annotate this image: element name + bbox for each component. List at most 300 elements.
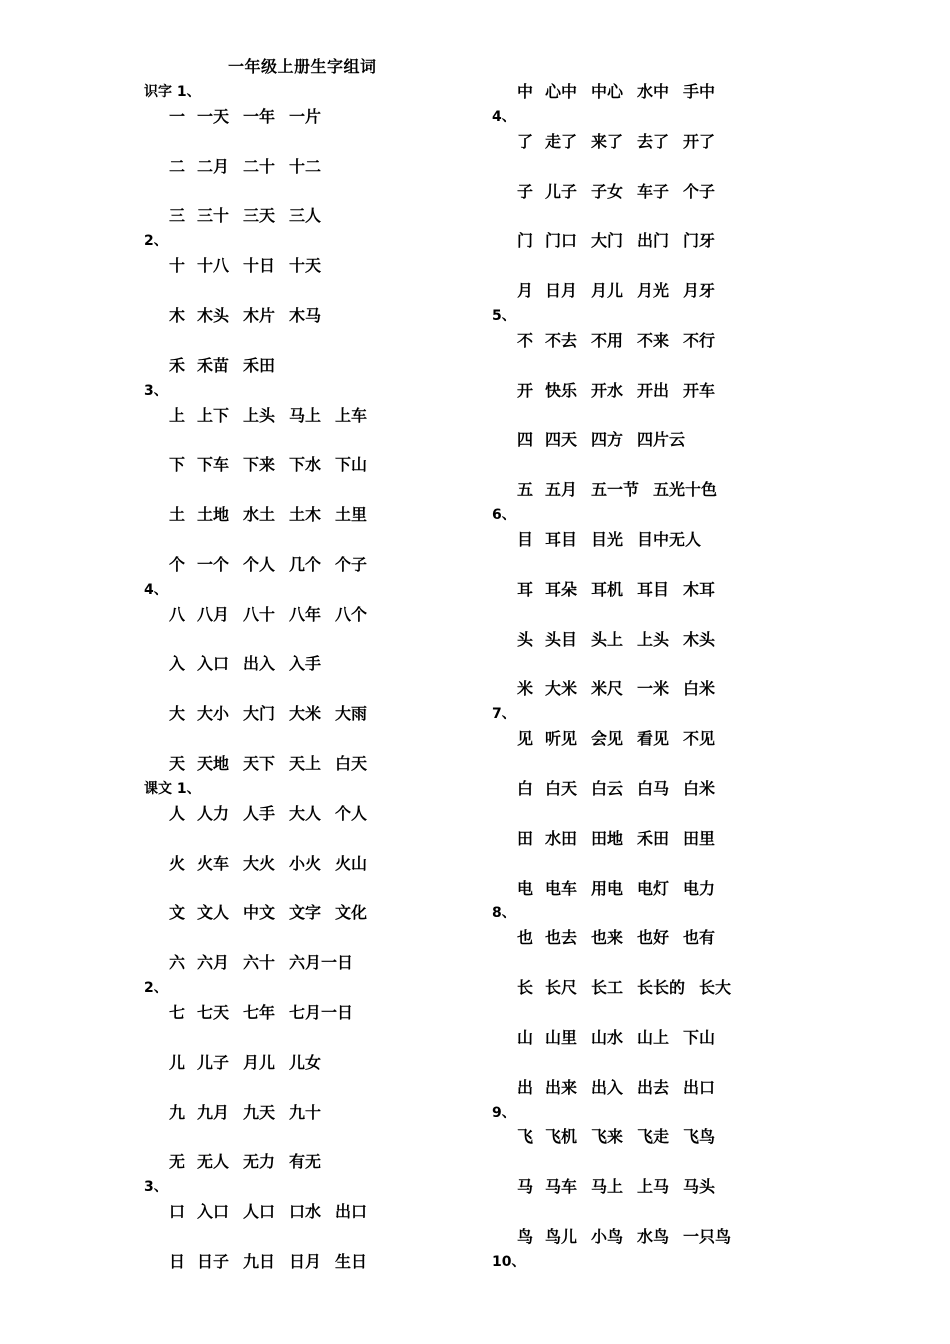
word: 心中: [545, 82, 578, 101]
word: 人力: [197, 803, 230, 823]
word: 目光: [591, 530, 624, 550]
word: 上马: [637, 1177, 670, 1197]
word-row: [144, 1200, 381, 1225]
row-spacer: [144, 926, 381, 951]
word-row: [144, 105, 381, 130]
word: 无力: [243, 1152, 276, 1172]
word: 开出: [637, 380, 670, 400]
word: 八年: [289, 604, 322, 624]
word: 木马: [289, 306, 322, 326]
word: 会见: [591, 729, 624, 749]
word-row: [144, 404, 381, 429]
word: 木头: [197, 306, 230, 326]
row-spacer: [144, 1125, 381, 1150]
row-spacer: [492, 254, 745, 279]
row-spacer: [492, 852, 745, 877]
word: 走了: [545, 131, 578, 151]
word: 快乐: [545, 380, 578, 400]
word: 看见: [637, 729, 670, 749]
word-row: [492, 926, 745, 951]
row-spacer: [492, 553, 745, 578]
word: 大小: [197, 704, 230, 724]
word: 子女: [591, 181, 624, 201]
word-row: [144, 702, 381, 727]
base-character: 出: [517, 1077, 534, 1097]
word: 出口: [683, 1077, 716, 1097]
base-character: 四: [517, 430, 534, 450]
word: 出入: [591, 1077, 624, 1097]
base-character: 口: [169, 1202, 186, 1222]
section-label: 3、: [144, 382, 168, 399]
word: 儿女: [289, 1052, 322, 1072]
word-row: [492, 727, 745, 752]
word: 出入: [243, 654, 276, 674]
word: 五一节: [591, 480, 640, 500]
word: 四片云: [637, 430, 686, 450]
word: 儿子: [197, 1052, 230, 1072]
word: 小火: [289, 853, 322, 873]
word: 入口: [197, 1202, 230, 1222]
word: 人手: [243, 803, 276, 823]
section-label: 4、: [144, 581, 168, 598]
word: 目中无人: [637, 530, 702, 550]
row-spacer: [144, 628, 381, 653]
word: 禾田: [637, 828, 670, 848]
right-column: [492, 80, 745, 1275]
base-character: 头: [517, 629, 534, 649]
word: 口水: [289, 1202, 322, 1222]
word-row: [492, 877, 745, 902]
section-label: 8、: [492, 905, 516, 922]
word-row: [144, 652, 381, 677]
word: 白云: [591, 778, 624, 798]
word-row: [144, 1101, 381, 1126]
word: 水鸟: [637, 1226, 670, 1246]
base-character: 见: [517, 729, 534, 749]
word: 也有: [683, 928, 716, 948]
word: 白米: [683, 778, 716, 798]
word: 五月: [545, 480, 578, 500]
base-character: 六: [169, 953, 186, 973]
word: 山里: [545, 1027, 578, 1047]
base-character: 米: [517, 679, 534, 699]
word: 几个: [289, 554, 322, 574]
row-spacer: [144, 877, 381, 902]
base-character: 电: [517, 878, 534, 898]
word: 三天: [243, 206, 276, 226]
word: 五光十色: [653, 480, 718, 500]
base-character: 下: [169, 455, 186, 475]
base-character: 人: [169, 803, 186, 823]
word: 一年: [243, 106, 276, 126]
word: 九月: [197, 1102, 230, 1122]
word: 出门: [637, 231, 670, 251]
word-row: [492, 1175, 745, 1200]
base-character: 长: [517, 978, 534, 998]
word: 大人: [289, 803, 322, 823]
word: 也来: [591, 928, 624, 948]
word: 马上: [591, 1177, 624, 1197]
word: 入手: [289, 654, 322, 674]
base-character: 文: [169, 903, 186, 923]
base-character: 五: [517, 480, 534, 500]
word-row: [492, 329, 745, 354]
word-row: [492, 279, 745, 304]
base-character: 十: [169, 256, 186, 276]
word: 马车: [545, 1177, 578, 1197]
word: 大雨: [335, 704, 368, 724]
section-label: 4、: [492, 108, 516, 125]
word: 来了: [591, 131, 624, 151]
word: 长长的: [637, 978, 686, 998]
word: 门口: [545, 231, 578, 251]
word-row: [144, 453, 381, 478]
base-character: 三: [169, 206, 186, 226]
word: 土地: [197, 505, 230, 525]
section-label: 5、: [492, 308, 516, 325]
word: 十八: [197, 256, 230, 276]
word: 头上: [591, 629, 624, 649]
base-character: 火: [169, 853, 186, 873]
section-label: 识字 1、: [144, 84, 201, 100]
base-character: 八: [169, 604, 186, 624]
word-row: [144, 304, 381, 329]
word: 电力: [683, 878, 716, 898]
word: 月儿: [243, 1052, 276, 1072]
word: 日月: [545, 281, 578, 301]
word-row: [492, 478, 745, 503]
word: 个子: [683, 181, 716, 201]
word-row: [144, 354, 381, 379]
word: 十天: [289, 256, 322, 276]
word-row: [492, 528, 745, 553]
word-row: [492, 1026, 745, 1051]
word: 十日: [243, 256, 276, 276]
row-spacer: [144, 428, 381, 453]
word-row: [144, 852, 381, 877]
word: 个子: [335, 554, 368, 574]
word: 长大: [699, 978, 732, 998]
word: 不来: [637, 330, 670, 350]
word: 大米: [289, 704, 322, 724]
word-row: [492, 827, 745, 852]
word-row: [492, 130, 745, 155]
word: 大门: [591, 231, 624, 251]
word: 禾田: [243, 355, 276, 375]
word: 文人: [197, 903, 230, 923]
word: 六月: [197, 953, 230, 973]
section-label: 6、: [492, 507, 516, 524]
word-row: [144, 204, 381, 229]
word: 下来: [243, 455, 276, 475]
word: 米尺: [591, 679, 624, 699]
base-character: 大: [169, 704, 186, 724]
word: 门牙: [683, 231, 716, 251]
base-character: 山: [517, 1027, 534, 1047]
word: 白马: [637, 778, 670, 798]
word: 不用: [591, 330, 624, 350]
word-row: [144, 951, 381, 976]
word: 飞机: [545, 1127, 578, 1147]
base-character: 月: [517, 281, 534, 301]
word: 文字: [289, 903, 322, 923]
base-character: 二: [169, 156, 186, 176]
row-spacer: [492, 204, 745, 229]
word-row: [144, 1051, 381, 1076]
word-row: [492, 80, 745, 105]
word: 九十: [289, 1102, 322, 1122]
word: 九天: [243, 1102, 276, 1122]
base-character: 田: [517, 828, 534, 848]
word: 八个: [335, 604, 368, 624]
word: 白天: [335, 754, 368, 774]
base-character: 木: [169, 306, 186, 326]
base-character: 土: [169, 505, 186, 525]
row-spacer: [492, 1200, 745, 1225]
row-spacer: [492, 155, 745, 180]
word: 长尺: [545, 978, 578, 998]
base-character: 开: [517, 380, 534, 400]
word: 天下: [243, 754, 276, 774]
word: 日子: [197, 1251, 230, 1271]
word: 水中: [637, 82, 670, 101]
base-character: 无: [169, 1152, 186, 1172]
word: 耳目: [637, 579, 670, 599]
row-spacer: [144, 130, 381, 155]
base-character: 目: [517, 530, 534, 550]
word: 有无: [289, 1152, 322, 1172]
word: 不见: [683, 729, 716, 749]
word-row: [144, 155, 381, 180]
word: 马上: [289, 405, 322, 425]
row-spacer: [144, 1076, 381, 1101]
word: 下水: [289, 455, 322, 475]
word: 耳机: [591, 579, 624, 599]
base-character: 子: [517, 181, 534, 201]
base-character: 耳: [517, 579, 534, 599]
word: 中文: [243, 903, 276, 923]
word: 中心: [591, 82, 624, 101]
word: 月儿: [591, 281, 624, 301]
word: 七天: [197, 1002, 230, 1022]
word: 电车: [545, 878, 578, 898]
page-title: 一年级上册生字组词: [228, 57, 377, 76]
word-row: [144, 901, 381, 926]
row-spacer: [492, 652, 745, 677]
word-row: [492, 428, 745, 453]
word: 也好: [637, 928, 670, 948]
word: 上下: [197, 405, 230, 425]
word: 上头: [243, 405, 276, 425]
word: 四天: [545, 430, 578, 450]
word: 二十: [243, 156, 276, 176]
word: 山上: [637, 1027, 670, 1047]
row-spacer: [144, 727, 381, 752]
word: 六十: [243, 953, 276, 973]
row-spacer: [492, 951, 745, 976]
word: 木耳: [683, 579, 716, 599]
word: 大火: [243, 853, 276, 873]
row-spacer: [144, 180, 381, 205]
base-character: 了: [517, 131, 534, 151]
word: 山水: [591, 1027, 624, 1047]
word: 白天: [545, 778, 578, 798]
word: 电灯: [637, 878, 670, 898]
row-spacer: [144, 329, 381, 354]
word: 大米: [545, 679, 578, 699]
word: 九日: [243, 1251, 276, 1271]
row-spacer: [144, 677, 381, 702]
section-label: 课文 1、: [144, 780, 201, 797]
base-character: 入: [169, 654, 186, 674]
word: 七年: [243, 1002, 276, 1022]
word: 下山: [335, 455, 368, 475]
base-character: 门: [517, 231, 534, 251]
word-row: [144, 553, 381, 578]
row-spacer: [144, 279, 381, 304]
row-spacer: [144, 528, 381, 553]
word: 天上: [289, 754, 322, 774]
word-row: [144, 254, 381, 279]
word-row: [144, 603, 381, 628]
word: 耳目: [545, 530, 578, 550]
row-spacer: [492, 404, 745, 429]
word: 田地: [591, 828, 624, 848]
base-character: 也: [517, 928, 534, 948]
word: 上头: [637, 629, 670, 649]
row-spacer: [492, 603, 745, 628]
word: 一个: [197, 554, 230, 574]
word: 不行: [683, 330, 716, 350]
word-row: [492, 777, 745, 802]
base-character: 鸟: [517, 1226, 534, 1246]
word: 火山: [335, 853, 368, 873]
word: 水土: [243, 505, 276, 525]
base-character: 天: [169, 754, 186, 774]
word: 儿子: [545, 181, 578, 201]
row-spacer: [144, 1225, 381, 1250]
word: 个人: [243, 554, 276, 574]
word: 火车: [197, 853, 230, 873]
row-spacer: [492, 354, 745, 379]
word: 车子: [637, 181, 670, 201]
row-spacer: [492, 1150, 745, 1175]
word: 小鸟: [591, 1226, 624, 1246]
word: 八月: [197, 604, 230, 624]
word: 二月: [197, 156, 230, 176]
base-character: 禾: [169, 355, 186, 375]
word: 大门: [243, 704, 276, 724]
word-row: [492, 180, 745, 205]
word: 无人: [197, 1152, 230, 1172]
base-character: 马: [517, 1177, 534, 1197]
word: 出来: [545, 1077, 578, 1097]
word: 鸟儿: [545, 1226, 578, 1246]
word: 开了: [683, 131, 716, 151]
word: 一米: [637, 679, 670, 699]
base-character: 一: [169, 106, 186, 126]
word: 出去: [637, 1077, 670, 1097]
row-spacer: [492, 1051, 745, 1076]
word: 禾苗: [197, 355, 230, 375]
word: 飞来: [591, 1127, 624, 1147]
word: 长工: [591, 978, 624, 998]
word-row: [144, 503, 381, 528]
word: 人口: [243, 1202, 276, 1222]
word-row: [492, 229, 745, 254]
word: 开车: [683, 380, 716, 400]
word-row: [492, 677, 745, 702]
word: 听见: [545, 729, 578, 749]
word: 三十: [197, 206, 230, 226]
word: 十二: [289, 156, 322, 176]
word: 木片: [243, 306, 276, 326]
word: 飞鸟: [683, 1127, 716, 1147]
section-label: 3、: [144, 1179, 168, 1196]
row-spacer: [492, 752, 745, 777]
word: 七月一日: [289, 1002, 354, 1022]
word: 下山: [683, 1027, 716, 1047]
word-row: [492, 1125, 745, 1150]
word: 开水: [591, 380, 624, 400]
word-row: [144, 1150, 381, 1175]
word: 水田: [545, 828, 578, 848]
row-spacer: [492, 1001, 745, 1026]
word-row: [144, 802, 381, 827]
word: 月光: [637, 281, 670, 301]
base-character: 飞: [517, 1127, 534, 1147]
word-row: [144, 1001, 381, 1026]
word: 一天: [197, 106, 230, 126]
section-label: 9、: [492, 1104, 516, 1121]
base-character: 白: [517, 778, 534, 798]
word: 入口: [197, 654, 230, 674]
word-row: [144, 752, 381, 777]
word: 天地: [197, 754, 230, 774]
word-row: [492, 578, 745, 603]
word: 下车: [197, 455, 230, 475]
base-character: 上: [169, 405, 186, 425]
word: 耳朵: [545, 579, 578, 599]
word: 也去: [545, 928, 578, 948]
base-character: 日: [169, 1251, 186, 1271]
section-label: 7、: [492, 706, 516, 723]
word: 手中: [683, 82, 716, 101]
row-spacer: [144, 478, 381, 503]
word: 土里: [335, 505, 368, 525]
section-label: 2、: [144, 233, 168, 250]
word: 八十: [243, 604, 276, 624]
base-character: 七: [169, 1002, 186, 1022]
word: 文化: [335, 903, 368, 923]
row-spacer: [144, 1026, 381, 1051]
word: 六月一日: [289, 953, 354, 973]
row-spacer: [144, 827, 381, 852]
word: 白米: [683, 679, 716, 699]
word: 去了: [637, 131, 670, 151]
left-column: [144, 80, 381, 1275]
base-character: 九: [169, 1102, 186, 1122]
word-row: [144, 1250, 381, 1275]
word-row: [492, 976, 745, 1001]
word: 木头: [683, 629, 716, 649]
base-character: 儿: [169, 1052, 186, 1072]
word: 马头: [683, 1177, 716, 1197]
word: 不去: [545, 330, 578, 350]
word: 三人: [289, 206, 322, 226]
row-spacer: [492, 802, 745, 827]
word: 上车: [335, 405, 368, 425]
